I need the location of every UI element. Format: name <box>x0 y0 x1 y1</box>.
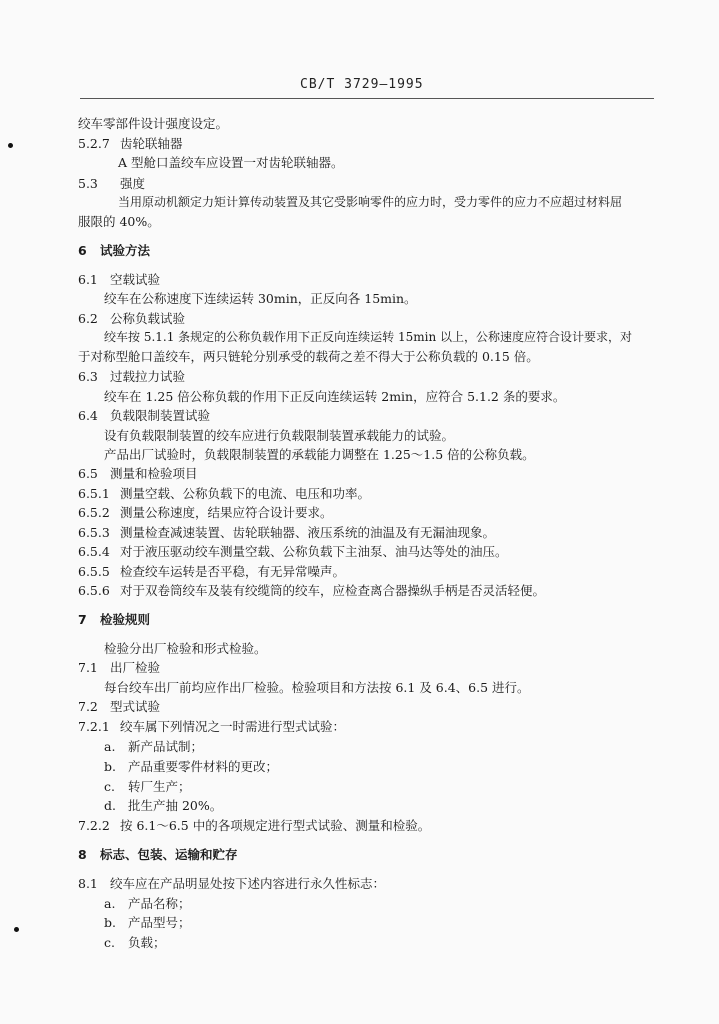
section-heading: 7 检验规则 <box>78 612 151 627</box>
clause-item: 6.5.1 测量空载、公称负载下的电流、电压和功率。 <box>78 486 371 501</box>
body-line: 每台绞车出厂前均应作出厂检验。检验项目和方法按 6.1 及 6.4、6.5 进行。 <box>104 680 530 695</box>
clause-item: 6.5.2 测量公称速度，结果应符合设计要求。 <box>78 505 333 520</box>
clause-heading: 7.1 出厂检验 <box>78 660 161 675</box>
clause-heading: 6.3 过载拉力试验 <box>78 369 186 384</box>
list-item: a. 新产品试制； <box>104 739 204 754</box>
list-item: c. 转厂生产； <box>104 779 191 794</box>
clause-heading: 6.5 测量和检验项目 <box>78 466 198 481</box>
clause-heading: 7.2 型式试验 <box>78 699 161 714</box>
body-line: 绞车零部件设计强度设定。 <box>78 116 229 131</box>
clause-heading: 5.3 强度 <box>78 176 146 191</box>
margin-dot <box>8 143 13 148</box>
clause-item: 7.2.1 绞车属下列情况之一时需进行型式试验： <box>78 719 346 734</box>
body-line: 绞车在公称速度下连续运转 30min，正反向各 15min。 <box>104 291 417 306</box>
list-item: c. 负载； <box>104 935 166 950</box>
body-line: 绞车在 1.25 倍公称负载的作用下正反向连续运转 2min，应符合 5.1.2 条的要求。 <box>104 389 566 404</box>
body-line: 设有负载限制装置的绞车应进行负载限制装置承载能力的试验。 <box>104 428 455 443</box>
clause-item: 6.5.3 测量检查减速装置、齿轮联轴器、液压系统的油温及有无漏油现象。 <box>78 525 496 540</box>
clause-item: 6.5.4 对于液压驱动绞车测量空载、公称负载下主油泵、油马达等处的油压。 <box>78 544 508 559</box>
clause-heading: 6.4 负载限制装置试验 <box>78 408 211 423</box>
clause-heading: 8.1 绞车应在产品明显处按下述内容进行永久性标志： <box>78 876 386 891</box>
body-line: A 型舱口盖绞车应设置一对齿轮联轴器。 <box>118 155 344 170</box>
standard-code-header: CB/T 3729—1995 <box>300 77 424 92</box>
body-line: 当用原动机额定力矩计算传动装置及其它受影响零件的应力时，受力零件的应力不应超过材料屈 <box>118 195 623 209</box>
clause-heading: 5.2.7 齿轮联轴器 <box>78 136 183 151</box>
list-item: b. 产品型号； <box>104 915 191 930</box>
section-heading: 8 标志、包装、运输和贮存 <box>78 847 238 862</box>
clause-item: 7.2.2 按 6.1～6.5 中的各项规定进行型式试验、测量和检验。 <box>78 818 431 833</box>
list-item: d. 批生产抽 20%。 <box>104 798 223 813</box>
body-line: 绞车按 5.1.1 条规定的公称负载作用下正反向连续运转 15min 以上，公称速度应符合设计要求，对 <box>104 330 633 344</box>
margin-dot <box>14 927 19 932</box>
body-line: 检验分出厂检验和形式检验。 <box>104 641 267 656</box>
header-rule <box>80 98 654 99</box>
list-item: a. 产品名称； <box>104 896 191 911</box>
clause-item: 6.5.5 检查绞车运转是否平稳，有无异常噪声。 <box>78 564 346 579</box>
body-line: 于对称型舱口盖绞车，两只链轮分别承受的载荷之差不得大于公称负载的 0.15 倍。 <box>78 349 539 364</box>
clause-heading: 6.1 空载试验 <box>78 272 161 287</box>
list-item: b. 产品重要零件材料的更改； <box>104 759 279 774</box>
section-heading: 6 试验方法 <box>78 243 151 258</box>
clause-item: 6.5.6 对于双卷筒绞车及装有绞缆筒的绞车，应检查离合器操纵手柄是否灵活轻便。 <box>78 583 546 598</box>
body-line: 产品出厂试验时，负载限制装置的承载能力调整在 1.25～1.5 倍的公称负载。 <box>104 447 535 462</box>
body-line: 服限的 40%。 <box>78 214 160 229</box>
clause-heading: 6.2 公称负载试验 <box>78 311 186 326</box>
